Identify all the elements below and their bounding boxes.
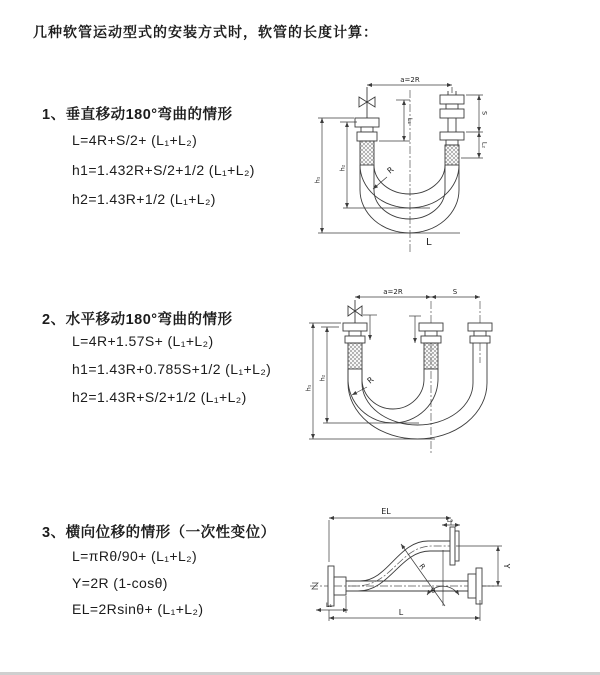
length-label: L (426, 237, 432, 248)
hose-curve (362, 347, 473, 425)
formula-line: h1=1.432R+S/2+1/2 (L₁+L₂) (72, 162, 255, 178)
radius-label: R (417, 562, 427, 572)
hose-curve (348, 369, 438, 423)
dim-label-l2: L₂ (480, 141, 489, 149)
section-3-heading: 3、横向位移的情形（一次性变位） (42, 525, 276, 541)
hose-curve (360, 165, 459, 233)
diagram-vertical-180-bend (310, 70, 570, 260)
hose-curve (362, 369, 424, 409)
hose-curve (346, 551, 450, 591)
dim-label-el: EL (381, 507, 391, 516)
dim-label-a2r: a=2R (383, 288, 403, 296)
dim-label-s: S (452, 288, 458, 296)
right-fitting (468, 323, 492, 347)
formula-line: L=4R+S/2+ (L₁+L₂) (72, 132, 198, 148)
left-fitting (343, 323, 367, 369)
section-1-heading: 1、垂直移动180°弯曲的情形 (42, 107, 233, 123)
formula-line: EL=2Rsinθ+ (L₁+L₂) (72, 601, 204, 617)
formula-line: h1=1.43R+0.785S+1/2 (L₁+L₂) (72, 361, 272, 377)
diagram-horizontal-180-bend (303, 283, 585, 463)
angle-label: θ (431, 587, 436, 595)
formula-line: L=4R+1.57S+ (L₁+L₂) (72, 333, 214, 349)
valve-icon (359, 87, 375, 118)
dim-label-h2: h₂ (318, 374, 327, 382)
dim-label-l: L (398, 608, 404, 617)
dim-label-h1: h₁ (313, 176, 322, 184)
dim-label-h2: h₂ (338, 164, 347, 172)
section-2-heading: 2、水平移动180°弯曲的情形 (42, 312, 233, 328)
formula-line: h2=1.43R+1/2 (L₁+L₂) (72, 191, 216, 207)
middle-fitting (419, 323, 443, 369)
dim-label-a2r: a=2R (400, 76, 420, 84)
right-flange (468, 568, 482, 604)
hose-curve (374, 165, 445, 194)
dim-label-l1: L₁ (406, 117, 414, 125)
hose-centerline (334, 546, 456, 586)
formula-line: L=πRθ/90+ (L₁+L₂) (72, 548, 198, 564)
diagram-lateral-displacement (298, 498, 596, 653)
valve-icon (348, 300, 362, 323)
right-fitting (440, 91, 464, 165)
dim-label-h1: h₁ (304, 384, 313, 392)
formula-line: h2=1.43R+S/2+1/2 (L₁+L₂) (72, 389, 247, 405)
page-title: 几种软管运动型式的安装方式时，软管的长度计算： (33, 24, 378, 40)
left-fitting (355, 118, 379, 165)
dim-label-s: S (480, 110, 489, 116)
radius-label: R (365, 375, 376, 386)
radius-label: R (385, 165, 396, 176)
dim-label-l1: L₁ (325, 601, 333, 609)
dim-label-y: Y (502, 563, 511, 569)
dim-label-l2: L₂ (446, 516, 454, 524)
formula-line: Y=2R (1-cosθ) (72, 575, 168, 591)
hose-curve (346, 541, 450, 581)
hose-curve (374, 165, 445, 219)
